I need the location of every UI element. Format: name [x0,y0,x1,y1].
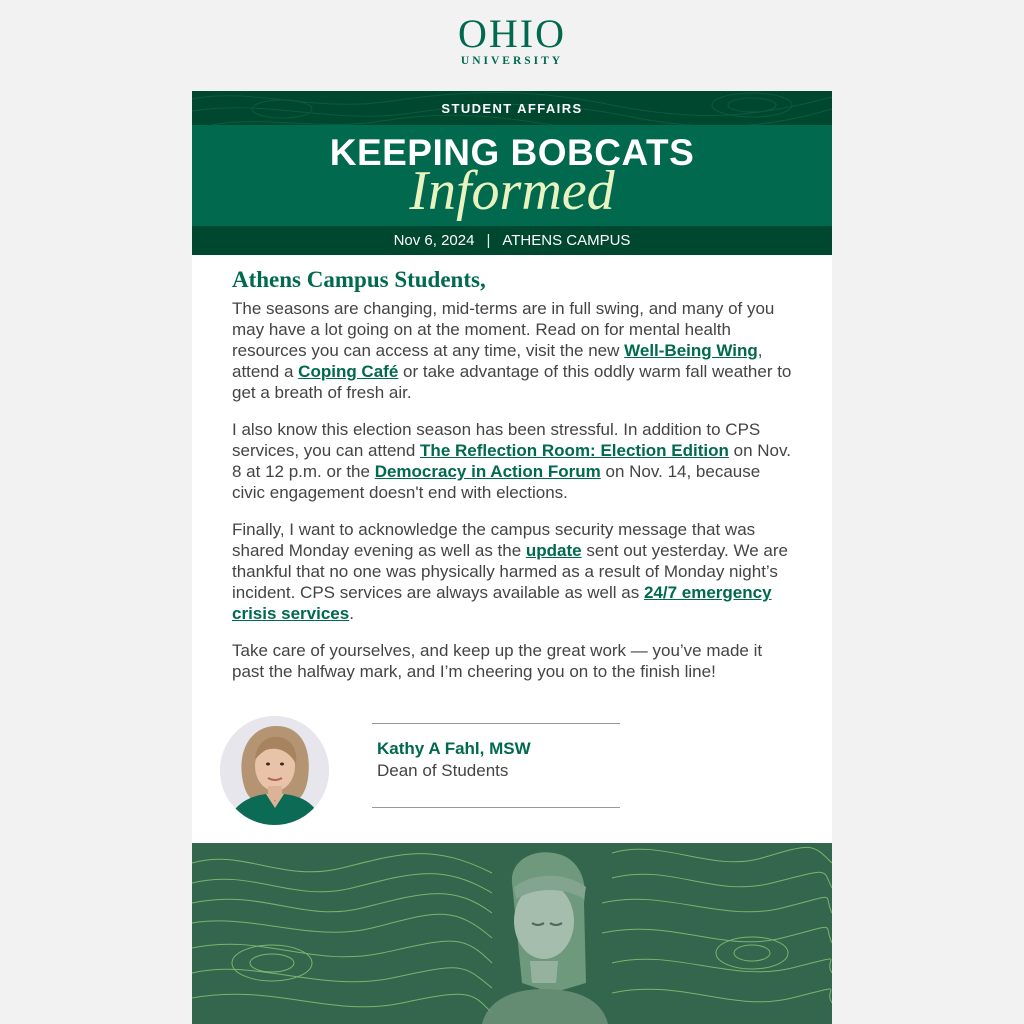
crisis-services-link[interactable]: 24/7 emergency crisis services [232,583,772,623]
logo-subline: UNIVERSITY [460,55,564,67]
issue-date: Nov 6, 2024 [393,232,475,249]
signature-divider-bottom [372,807,620,808]
paragraph-3 [232,519,794,624]
reflection-room-link[interactable]: The Reflection Room: Election Edition [420,441,729,460]
paragraph-1 [232,298,794,403]
signature-divider-top [372,723,620,724]
header-banner [192,125,832,226]
paragraph-text: , attend a [232,341,763,381]
paragraph-4: Take care of yourselves, and keep up the great work — you’ve made it past the halfway mark, and I’m cheering you on to the finish line! [232,641,763,681]
header-subtitle: Informed [409,160,615,222]
header-kicker-bar [192,91,832,125]
update-link[interactable]: update [525,541,582,560]
logo-wordmark: OHIO [458,11,566,56]
greeting: Athens Campus Students, [232,267,486,292]
header-title: KEEPING BOBCATS [329,132,695,173]
paragraph-text: sent out yesterday. We are thankful that no one was physically harmed as a result of Monday night’s incident. CPS services are always available as well as [232,541,788,602]
dateline-separator: | [486,232,491,249]
signature-title: Dean of Students [377,761,509,780]
featured-image[interactable] [192,843,832,1024]
paragraph-text: on Nov. 8 at 12 p.m. or the [232,441,791,481]
paragraph-text: The seasons are changing, mid-terms are in full swing, and many of you may have a lot going on at the moment. Read on for mental health resources you can access at any time, visit the new [232,299,775,360]
header-kicker: STUDENT AFFAIRS [441,101,583,116]
newsletter-card [192,91,832,1024]
topographic-photo-graphic [192,843,832,1024]
dean-avatar [220,716,329,825]
header-dateline [192,226,832,255]
democracy-forum-link[interactable]: Democracy in Action Forum [374,462,601,481]
paragraph-text: or take advantage of this oddly warm fall weather to get a breath of fresh air. [232,362,792,402]
paragraph-2 [232,419,794,503]
ohio-university-logo[interactable] [0,11,1024,67]
coping-cafe-link[interactable]: Coping Café [298,362,399,381]
paragraph-text: on Nov. 14, because civic engagement doesn't end with elections. [232,462,761,502]
letter-body [232,267,794,698]
well-being-wing-link[interactable]: Well-Being Wing [624,341,758,360]
signature-name: Kathy A Fahl, MSW [377,739,531,758]
campus-label: ATHENS CAMPUS [502,232,631,249]
paragraph-text: . [349,604,354,623]
paragraph-text: I also know this election season has been stressful. In addition to CPS services, you can attend [232,420,761,460]
paragraph-text: Finally, I want to acknowledge the campus security message that was shared Monday evening as well as the [232,520,756,560]
